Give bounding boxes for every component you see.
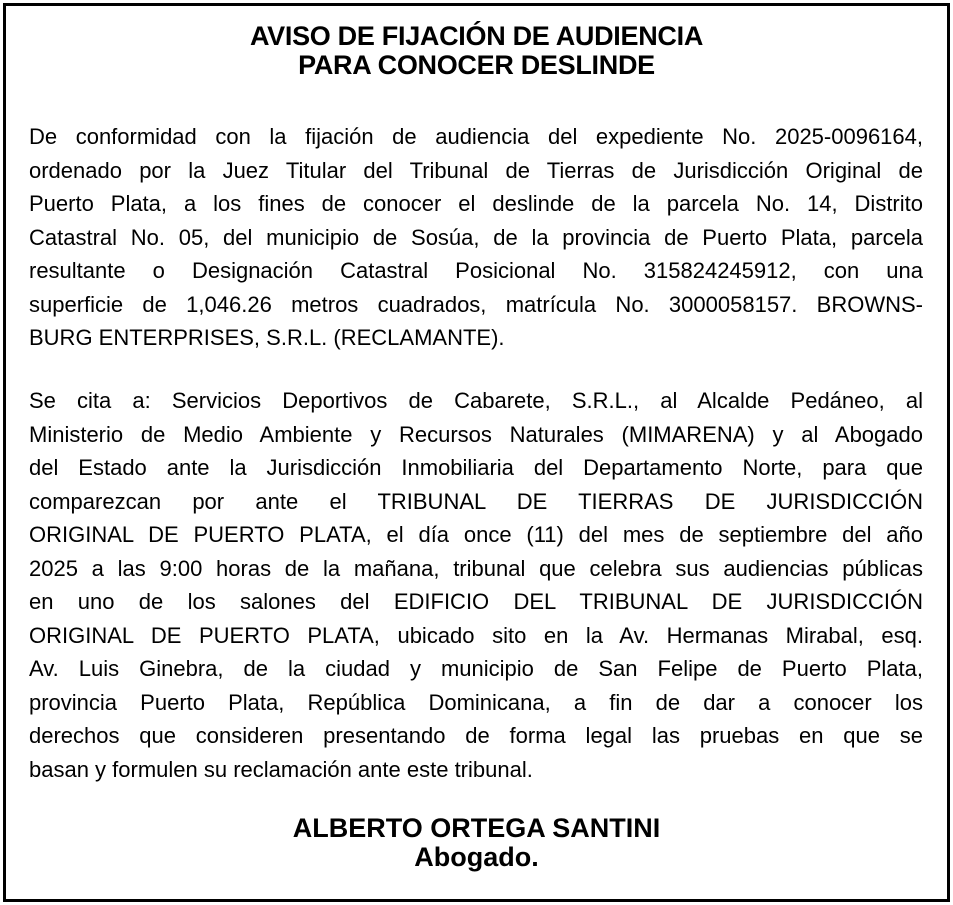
- signature-block: [6, 814, 947, 872]
- notice-title: [6, 22, 947, 80]
- paragraph-2-line: provincia Puerto Plata, República Dominicana, a fin de dar a conocer los: [29, 689, 923, 715]
- paragraph-1-line: ordenado por la Juez Titular del Tribunal de Tierras de Jurisdicción Original de: [29, 157, 923, 183]
- notice-paragraph-1: [29, 120, 923, 355]
- paragraph-1-line: BURG ENTERPRISES, S.R.L. (RECLAMANTE).: [29, 325, 505, 350]
- paragraph-2-line: basan y formulen su reclamación ante este tribunal.: [29, 756, 533, 782]
- paragraph-2-line: del Estado ante la Jurisdicción Inmobiliaria del Departamento Norte, para que: [29, 455, 923, 480]
- paragraph-1-line: Catastral No. 05, del municipio de Sosúa, de la provincia de Puerto Plata, parcela: [29, 224, 923, 250]
- paragraph-2-line: en uno de los salones del EDIFICIO DEL TRIBUNAL DE JURISDICCIÓN: [29, 589, 923, 614]
- paragraph-2-line: comparezcan por ante el TRIBUNAL DE TIERRAS DE JURISDICCIÓN: [29, 488, 923, 514]
- signature-title: Abogado.: [414, 842, 539, 872]
- paragraph-1-line: superficie de 1,046.26 metros cuadrados, matrícula No. 3000058157. BROWNS-: [29, 291, 923, 317]
- notice-paragraph-2: [29, 384, 923, 786]
- paragraph-2-line: 2025 a las 9:00 horas de la mañana, tribunal que celebra sus audiencias públicas: [29, 555, 923, 581]
- paragraph-2-line: Av. Luis Ginebra, de la ciudad y municipio de San Felipe de Puerto Plata,: [29, 656, 923, 681]
- paragraph-2-line: derechos que consideren presentando de forma legal las pruebas en que se: [29, 723, 923, 748]
- paragraph-1-line: resultante o Designación Catastral Posicional No. 315824245912, con una: [29, 258, 923, 283]
- paragraph-2-line: Se cita a: Servicios Deportivos de Cabarete, S.R.L., al Alcalde Pedáneo, al: [29, 388, 923, 413]
- paragraph-2-line: ORIGINAL DE PUERTO PLATA, el día once (11) del mes de septiembre del año: [29, 522, 923, 547]
- notice-title-line-1: AVISO DE FIJACIÓN DE AUDIENCIA: [249, 21, 704, 51]
- paragraph-2-line: Ministerio de Medio Ambiente y Recursos Naturales (MIMARENA) y al Abogado: [29, 421, 923, 447]
- notice-frame: [3, 3, 950, 902]
- paragraph-1-line: Puerto Plata, a los fines de conocer el deslinde de la parcela No. 14, Distrito: [29, 191, 923, 216]
- paragraph-2-line: ORIGINAL DE PUERTO PLATA, ubicado sito en la Av. Hermanas Mirabal, esq.: [29, 622, 923, 648]
- paragraph-1-line: De conformidad con la fijación de audiencia del expediente No. 2025-0096164,: [29, 124, 923, 149]
- signature-name: ALBERTO ORTEGA SANTINI: [292, 813, 661, 843]
- notice-title-line-2: PARA CONOCER DESLINDE: [298, 50, 655, 80]
